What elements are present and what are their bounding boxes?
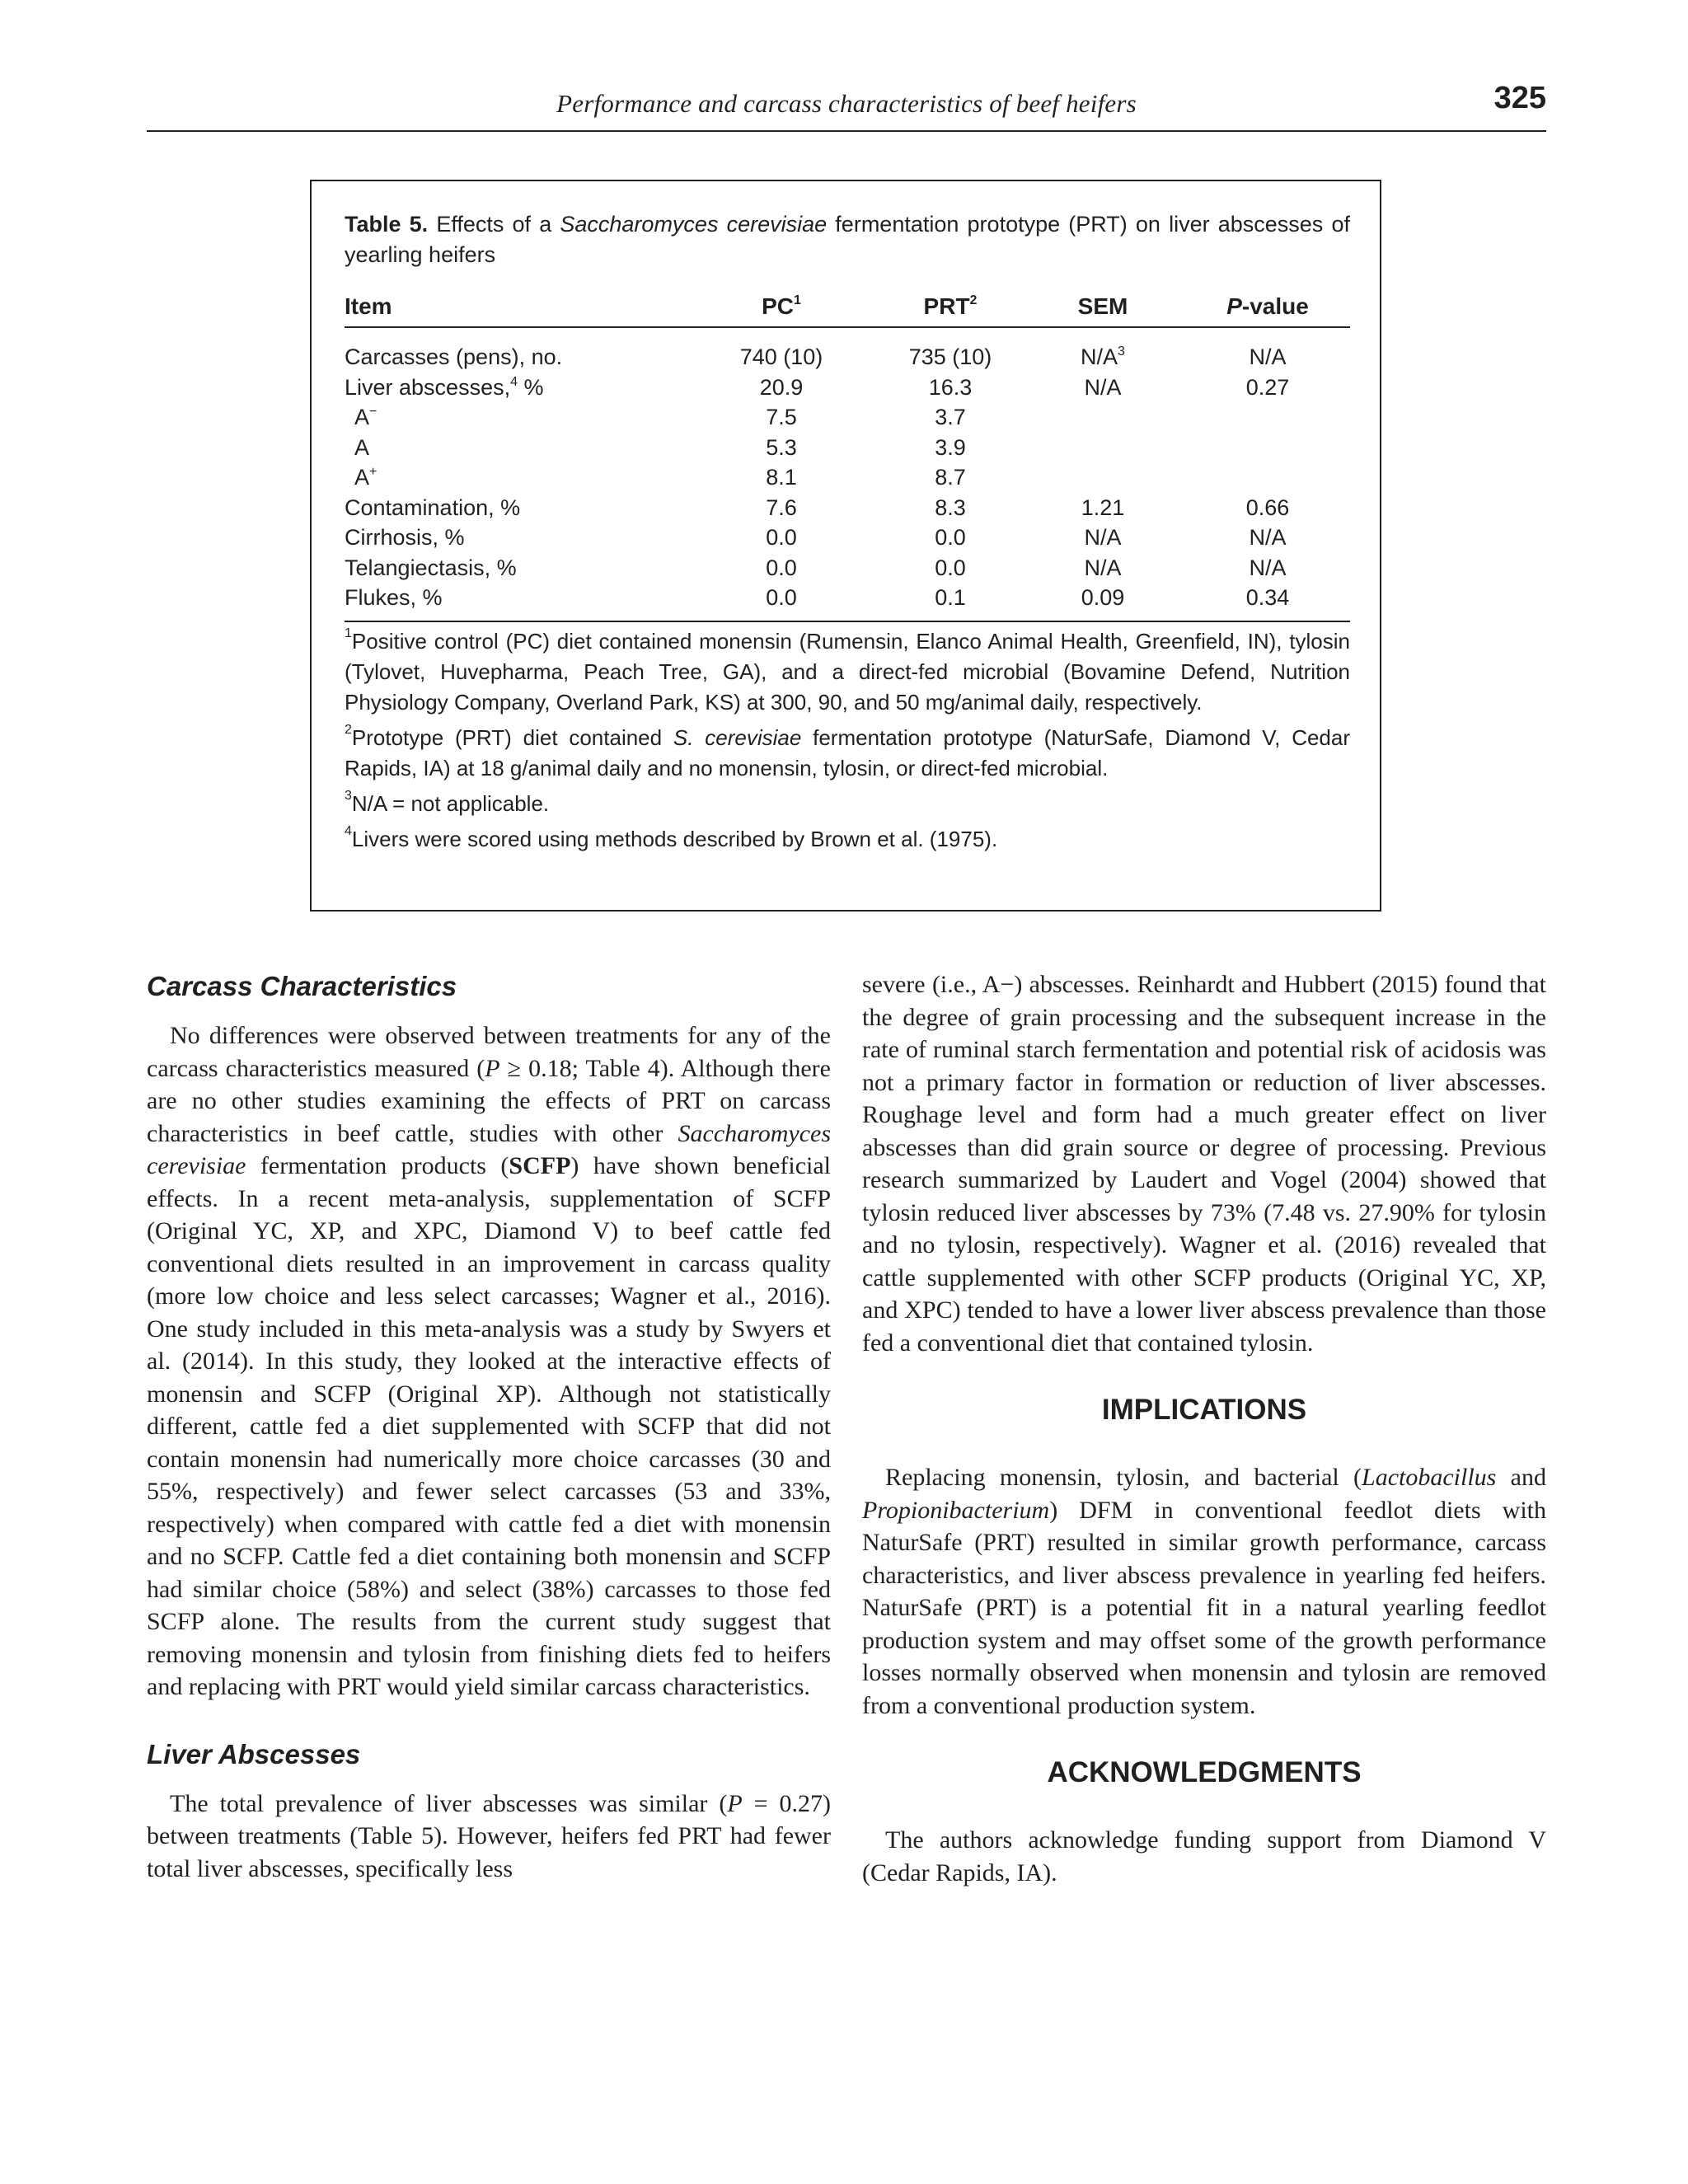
cell-item: A+ <box>354 465 377 490</box>
table-footnotes <box>345 626 1350 860</box>
cell-p: N/A <box>1249 344 1287 369</box>
running-header <box>147 81 1546 132</box>
cell-sem: $N/A^3$ <box>1081 344 1125 369</box>
cell-prt: 735 (10) <box>908 344 992 369</box>
header-p-value: P-value <box>1226 293 1309 319</box>
table-row <box>345 434 1350 464</box>
table-caption <box>345 209 1350 270</box>
table-row <box>345 403 1350 434</box>
cell-prt: 0.0 <box>935 555 966 580</box>
table-row <box>345 554 1350 584</box>
header-pc: $PC^1$ <box>762 293 801 319</box>
cell-p: N/A <box>1249 525 1287 550</box>
carcass-heading: Carcass Characteristics <box>147 971 457 1001</box>
implications-paragraph: Replacing monensin, tylosin, and bacterial (Lactobacillus and Propionibacterium) DFM in conventional feedlot diets with NaturSafe (PRT) resulted in similar growth performance, carcass characteristics, and liver abscess prevalence in yearling fed heifers. NaturSafe (PRT) is a potential fit in a natural yearling feedlot production system and may offset some of the growth performance losses normally observed when monensin and tylosin are removed from a conventional production system. <box>862 1464 1546 1719</box>
left-column <box>147 968 831 1885</box>
running-title: Performance and carcass characteristics of beef heifers <box>556 89 1137 118</box>
table-row <box>345 463 1350 494</box>
cell-prt: 0.1 <box>935 585 966 610</box>
cell-prt: 8.7 <box>935 465 966 490</box>
caption-text-a: Effects of a <box>428 212 560 237</box>
carcass-paragraph: No differences were observed between treatments for any of the carcass characteristics measured (P ≥ 0.18; Table 4). Although there are no other studies examining the effects of PRT on carcass characteristics in beef cattle, studies with other Saccharomyces cerevisiae fermentation products (SCFP) have shown beneficial effects. In a recent meta-analysis, supplementation of SCFP (Original YC, XP, and XPC, Diamond V) to beef cattle fed conventional diets resulted in an improvement in carcass quality (more low choice and less select carcasses; Wagner et al., 2016). One study included in this meta-analysis was a study by Swyers et al. (2014). In this study, they looked at the interactive effects of monensin and SCFP (Original XP). Although not statistically different, cattle fed a diet supplemented with SCFP that did not contain monensin had numerically more choice carcasses (30 and 55%, respectively) and fewer select carcasses (53 and 33%, respectively) when compared with cattle fed a diet with monensin and no SCFP. Cattle fed a diet containing both monensin and SCFP had similar choice (58%) and select (38%) carcasses to those fed SCFP alone. The results from the current study suggest that removing monensin and tylosin from finishing diets fed to heifers and replacing with PRT would yield similar carcass characteristics. <box>147 1022 831 1700</box>
cell-item: Cirrhosis, % <box>345 525 465 550</box>
acknowledgments-heading: ACKNOWLEDGMENTS <box>1047 1756 1362 1788</box>
cell-item: A <box>354 434 370 460</box>
cell-p: 0.66 <box>1245 494 1290 520</box>
cell-sem: N/A <box>1084 525 1122 550</box>
cell-pc: 740 (10) <box>739 344 823 369</box>
table-row <box>345 373 1350 404</box>
implications-heading: IMPLICATIONS <box>1101 1394 1307 1426</box>
table-header-row <box>345 288 1350 328</box>
table-5 <box>310 180 1381 912</box>
cell-pc: 7.6 <box>766 494 797 520</box>
cell-p: 0.27 <box>1245 374 1290 400</box>
cell-prt: 16.3 <box>928 374 973 400</box>
table-body <box>345 328 1350 622</box>
cell-item: Telangiectasis, % <box>345 555 517 580</box>
cell-sem: N/A <box>1084 374 1122 400</box>
cell-sem: 0.09 <box>1081 585 1125 610</box>
header-item: Item <box>345 293 392 319</box>
footnote-4: $^4$Livers were scored using methods described by Brown et al. (1975). <box>345 824 998 851</box>
cell-p: 0.34 <box>1245 585 1290 610</box>
cell-pc: 0.0 <box>766 585 797 610</box>
table-row <box>345 523 1350 554</box>
table-row <box>345 494 1350 524</box>
caption-species: Saccharomyces cerevisiae <box>560 212 828 237</box>
liver-heading: Liver Abscesses <box>147 1738 361 1769</box>
caption-text-b: fermentation prototype (PRT) on liver abscesses of yearling heifers <box>345 212 1350 267</box>
page-number: 325 <box>1493 81 1546 115</box>
cell-item: Carcasses (pens), no. <box>345 344 563 369</box>
right-column <box>862 968 1546 1889</box>
cell-pc: 8.1 <box>766 465 797 490</box>
cell-pc: 20.9 <box>759 374 804 400</box>
footnote-1: $^1$Positive control (PC) diet contained monensin (Rumensin, Elanco Animal Health, Greenfield, IN), tylosin (Tylovet, Huvepharma, Peach Tree, GA), and a direct-fed microbial (Bovamine Defend, Nutrition Physiology Company, Overland Park, KS) at 300, 90, and 50 mg/animal daily, respectively. <box>345 626 1350 715</box>
table-row <box>345 343 1350 373</box>
table-label: Table 5. <box>345 212 429 237</box>
header-sem: SEM <box>1077 293 1128 319</box>
liver-paragraph: The total prevalence of liver abscesses was similar (P = 0.27) between treatments (Table 5). However, heifers fed PRT had fewer total liver abscesses, specifically less <box>147 1789 831 1882</box>
footnote-3: $^3$N/A = not applicable. <box>345 789 550 816</box>
table-row <box>345 583 1350 614</box>
header-prt: PRT$^2$ <box>923 293 978 319</box>
cell-prt: 3.7 <box>935 405 966 429</box>
cell-item: Flukes, % <box>345 585 443 610</box>
cell-p: N/A <box>1249 555 1287 580</box>
cell-sem: 1.21 <box>1081 494 1125 520</box>
table-grid <box>345 288 1350 622</box>
cell-pc: 0.0 <box>766 555 797 580</box>
cell-item: Contamination, % <box>345 494 521 520</box>
footnote-2: $^2$Prototype (PRT) diet contained S. cerevisiae fermentation prototype (NaturSafe, Diamond V, Cedar Rapids, IA) at 18 g/animal daily and no monensin, tylosin, or direct-fed microbial. <box>345 723 1351 780</box>
cell-sem: N/A <box>1084 555 1122 580</box>
cell-pc: 0.0 <box>766 525 797 550</box>
liver-paragraph-continued: severe (i.e., A−) abscesses. Reinhardt and Hubbert (2015) found that the degree of grain processing and the subsequent increase in the rate of ruminal starch fermentation and potential risk of acidosis was not a primary factor in formation or reduction of liver abscesses. Roughage level and form had a much greater effect on liver abscesses than did grain source or degree of processing. Previous research summarized by Laudert and Vogel (2004) showed that tylosin reduced liver abscesses by 73% (7.48 vs. 27.90% for tylosin and no tylosin, respectively). Wagner et al. (2016) revealed that cattle supplemented with other SCFP products (Original YC, XP, and XPC) tended to have a lower liver abscess prevalence than those fed a conventional diet that contained tylosin. <box>862 971 1546 1357</box>
cell-prt: 0.0 <box>935 525 966 550</box>
cell-prt: 3.9 <box>935 434 966 460</box>
cell-prt: 8.3 <box>935 494 966 520</box>
cell-item: A− <box>354 405 377 429</box>
cell-pc: 5.3 <box>766 434 797 460</box>
cell-pc: 7.5 <box>766 405 797 429</box>
acknowledgments-paragraph: The authors acknowledge funding support from Diamond V (Cedar Rapids, IA). <box>862 1826 1546 1886</box>
cell-item: Liver abscesses,$^4$ % <box>345 374 544 400</box>
